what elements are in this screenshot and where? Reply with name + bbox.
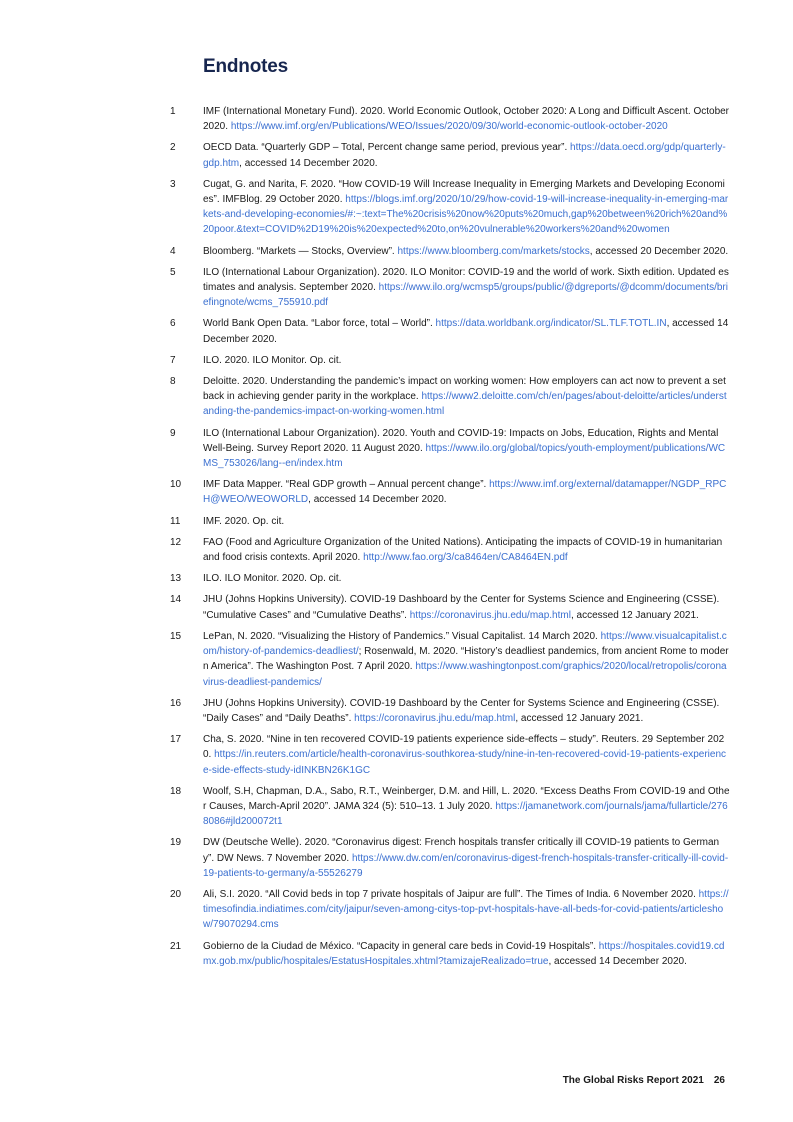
- endnote-text: [203, 629, 730, 690]
- endnote-item: [0, 265, 793, 311]
- endnote-text: [203, 316, 730, 346]
- endnote-number: 20: [170, 888, 182, 900]
- endnote-link[interactable]: https://blogs.imf.org/2020/10/29/how-covid-19-will-increase-inequality-in-emerging-markets-and-developing-economies/#:~:text=The%20crisis%20now%20puts%20much,gap%20between%20rich%20and%20poor.&text=COVID%2D19%20is%20expected%20to,on%20vulnerable%20workers%20and%20women: [203, 194, 729, 236]
- endnote-item: [0, 426, 793, 472]
- endnote-link[interactable]: https://www2.deloitte.com/ch/en/pages/about-deloitte/articles/understanding-the-pandemics-impact-on-working-women.html: [203, 391, 727, 418]
- endnote-number: 17: [170, 734, 182, 746]
- endnote-text: [203, 939, 730, 969]
- endnote-number: 3: [170, 178, 176, 190]
- endnote-item: [0, 535, 793, 565]
- endnote-text: [203, 374, 730, 420]
- endnote-link[interactable]: https://www.dw.com/en/coronavirus-digest-french-hospitals-transfer-critically-ill-covid-19-patients-to-germany/a-55526279: [203, 852, 729, 879]
- endnote-item: [0, 835, 793, 881]
- endnote-citation-text: FAO (Food and Agriculture Organization of the United Nations). Anticipating the impacts of COVID-19 in humanitarian and food crisis contexts. April 2020.: [203, 536, 723, 564]
- endnote-citation-text: DW (Deutsche Welle). 2020. “Coronavirus digest: French hospitals transfer critically ill COVID-19 patients to Germany”. DW News. 7 November 2020.: [203, 837, 720, 864]
- endnote-item: [0, 140, 793, 170]
- endnote-text: [203, 535, 730, 565]
- endnote-number: 11: [170, 515, 181, 527]
- endnote-citation-text: , accessed 14 December 2020.: [239, 157, 378, 169]
- endnote-item: [0, 374, 793, 420]
- endnote-text: [203, 696, 730, 726]
- endnote-link[interactable]: https://www.ilo.org/global/topics/youth-employment/publications/WCMS_753026/lang--en/index.htm: [203, 442, 726, 470]
- endnote-item: [0, 939, 793, 969]
- endnote-citation-text: Cha, S. 2020. “Nine in ten recovered COVID-19 patients experience side-effects – study”. Reuters. 29 September 2020.: [203, 734, 725, 761]
- endnote-citation-text: ILO (International Labour Organization). 2020. Youth and COVID-19: Impacts on Jobs, Education, Rights and Mental Well-Being. Survey Report 2020. 11 August 2020.: [203, 427, 719, 454]
- endnote-citation-text: IMF (International Monetary Fund). 2020. World Economic Outlook, October 2020: A Long and Difficult Ascent. October 2020.: [203, 106, 730, 133]
- page-footer: [0, 1075, 725, 1086]
- endnote-item: [0, 177, 793, 238]
- endnote-item: [0, 104, 793, 134]
- endnote-item: [0, 477, 793, 507]
- endnote-link[interactable]: https://data.worldbank.org/indicator/SL.TLF.TOTL.IN: [435, 318, 667, 330]
- endnote-link[interactable]: https://timesofindia.indiatimes.com/city/jaipur/seven-among-citys-top-pvt-hospitals-have-all-beds-for-covid-patients/articleshow/79070294.cms: [203, 888, 729, 931]
- endnote-citation-text: OECD Data. “Quarterly GDP – Total, Percent change same period, previous year”.: [203, 142, 571, 154]
- endnote-item: [0, 353, 793, 368]
- endnote-item: [0, 244, 793, 259]
- endnote-text: [203, 140, 730, 170]
- endnotes-list: [0, 104, 793, 975]
- endnote-text: [203, 571, 730, 586]
- endnote-citation-text: Gobierno de la Ciudad de México. “Capacity in general care beds in Covid-19 Hospitals”.: [203, 940, 599, 952]
- endnote-link[interactable]: http://www.fao.org/3/ca8464en/CA8464EN.pdf: [363, 552, 568, 564]
- endnote-item: [0, 629, 793, 690]
- endnote-item: [0, 732, 793, 778]
- endnote-citation-text: Woolf, S.H, Chapman, D.A., Sabo, R.T., Weinberger, D.M. and Hill, L. 2020. “Excess Deaths From COVID-19 and Other Causes, March-April 2020”. JAMA 324 (5): 510–13. 1 July 2020.: [203, 785, 730, 812]
- endnote-link[interactable]: https://www.visualcapitalist.com/history-of-pandemics-deadliest/: [203, 630, 727, 658]
- endnote-link[interactable]: https://coronavirus.jhu.edu/map.html: [409, 609, 571, 621]
- endnote-number: 13: [170, 573, 182, 585]
- endnote-number: 12: [170, 536, 182, 548]
- footer-page-number: 26: [713, 1075, 725, 1086]
- endnote-number: 7: [170, 354, 176, 366]
- endnote-citation-text: Ali, S.I. 2020. “All Covid beds in top 7 private hospitals of Jaipur are full”. The Times of India. 6 November 2020.: [203, 888, 699, 900]
- endnote-citation-text: , accessed 12 January 2021.: [570, 609, 699, 621]
- endnote-citation-text: JHU (Johns Hopkins University). COVID-19 Dashboard by the Center for Systems Science and Engineering (CSSE). “Cumulative Cases” and “Cumulative Deaths”.: [203, 594, 720, 621]
- endnote-item: [0, 514, 793, 529]
- endnote-item: [0, 696, 793, 726]
- endnote-link[interactable]: https://in.reuters.com/article/health-coronavirus-southkorea-study/nine-in-ten-recovered-covid-19-patients-experience-side-effects-study-idINKBN26K1GC: [203, 749, 727, 776]
- endnote-item: [0, 316, 793, 346]
- endnote-link[interactable]: https://www.ilo.org/wcmsp5/groups/public/@dgreports/@dcomm/documents/briefingnote/wcms_755910.pdf: [203, 282, 728, 309]
- endnote-citation-text: IMF. 2020. Op. cit.: [203, 515, 285, 527]
- endnote-text: [203, 244, 730, 259]
- endnote-text: [203, 177, 730, 238]
- endnote-citation-text: ; Rosenwald, M. 2020. “History’s deadliest pandemics, from ancient Rome to modern America”. The Washington Post. 7 April 2020.: [203, 646, 729, 673]
- endnote-link[interactable]: https://data.oecd.org/gdp/quarterly-gdp.htm: [203, 142, 726, 169]
- endnote-citation-text: IMF Data Mapper. “Real GDP growth – Annual percent change”.: [203, 479, 490, 491]
- endnote-link[interactable]: https://www.bloomberg.com/markets/stocks: [397, 245, 590, 257]
- endnote-text: [203, 887, 730, 933]
- endnote-link[interactable]: https://www.imf.org/en/Publications/WEO/Issues/2020/09/30/world-economic-outlook-october-2020: [230, 121, 668, 133]
- endnote-link[interactable]: https://jamanetwork.com/journals/jama/fullarticle/2768086#jld200072t1: [203, 800, 728, 828]
- endnote-number: 6: [170, 318, 176, 330]
- endnote-text: [203, 514, 730, 529]
- endnote-link[interactable]: https://www.washingtonpost.com/graphics/2020/local/retropolis/coronavirus-deadliest-pandemics/: [203, 661, 727, 688]
- endnote-citation-text: , accessed 14 December 2020.: [203, 318, 729, 345]
- endnote-number: 18: [170, 785, 182, 797]
- endnote-citation-text: Cugat, G. and Narita, F. 2020. “How COVID-19 Will Increase Inequality in Emerging Markets and Developing Economies”. IMFBlog. 29 October 2020.: [203, 178, 725, 206]
- endnote-citation-text: LePan, N. 2020. “Visualizing the History of Pandemics.” Visual Capitalist. 14 March 2020.: [203, 630, 601, 642]
- endnote-citation-text: Deloitte. 2020. Understanding the pandemic’s impact on working women: How employers can act now to prevent a setback in achieving gender parity in the workplace.: [203, 376, 726, 403]
- endnote-citation-text: , accessed 12 January 2021.: [515, 712, 644, 724]
- endnote-link[interactable]: https://coronavirus.jhu.edu/map.html: [354, 712, 516, 724]
- endnote-citation-text: World Bank Open Data. “Labor force, total – World”.: [203, 318, 436, 330]
- endnote-text: [203, 265, 730, 311]
- endnote-number: 10: [170, 479, 182, 491]
- endnote-citation-text: ILO (International Labour Organization). 2020. ILO Monitor: COVID-19 and the world of work. Sixth edition. Updated estimates and analysis. September 2020.: [203, 266, 729, 294]
- endnote-number: 4: [170, 245, 176, 257]
- endnote-number: 9: [170, 427, 176, 439]
- endnote-text: [203, 784, 730, 830]
- endnote-number: 16: [170, 697, 182, 709]
- endnote-number: 8: [170, 376, 176, 388]
- endnote-number: 14: [170, 594, 182, 606]
- endnote-link[interactable]: https://hospitales.covid19.cdmx.gob.mx/public/hospitales/EstatusHospitales.xhtml?tamizajeRealizado=true: [203, 940, 725, 967]
- endnote-citation-text: ILO. 2020. ILO Monitor. Op. cit.: [203, 354, 342, 366]
- endnote-text: [203, 835, 730, 881]
- endnote-number: 5: [170, 266, 176, 278]
- endnote-number: 1: [170, 106, 176, 117]
- endnote-text: [203, 477, 730, 507]
- endnote-citation-text: JHU (Johns Hopkins University). COVID-19 Dashboard by the Center for Systems Science and Engineering (CSSE). “Daily Cases” and “Daily Deaths”.: [203, 697, 720, 724]
- endnote-text: [203, 104, 730, 134]
- endnote-number: 21: [170, 940, 182, 952]
- endnote-text: [203, 592, 730, 622]
- endnote-item: [0, 784, 793, 830]
- endnote-citation-text: ILO. ILO Monitor. 2020. Op. cit.: [203, 573, 342, 585]
- endnote-item: [0, 887, 793, 933]
- endnote-item: [0, 571, 793, 586]
- endnote-text: [203, 732, 730, 778]
- endnote-text: [203, 426, 730, 472]
- endnote-citation-text: Bloomberg. “Markets — Stocks, Overview”.: [203, 245, 398, 257]
- footer-report-title: The Global Risks Report 2021: [562, 1075, 704, 1086]
- endnote-number: 2: [170, 142, 176, 154]
- endnote-text: [203, 353, 730, 368]
- endnote-number: 19: [170, 837, 182, 849]
- endnote-citation-text: , accessed 20 December 2020.: [589, 245, 729, 257]
- endnote-number: 15: [170, 630, 182, 642]
- page-title: Endnotes: [203, 56, 288, 77]
- endnote-citation-text: , accessed 14 December 2020.: [548, 955, 687, 967]
- endnote-citation-text: , accessed 14 December 2020.: [308, 494, 447, 506]
- endnote-item: [0, 592, 793, 622]
- endnote-link[interactable]: https://www.imf.org/external/datamapper/NGDP_RPCH@WEO/WEOWORLD: [203, 479, 727, 506]
